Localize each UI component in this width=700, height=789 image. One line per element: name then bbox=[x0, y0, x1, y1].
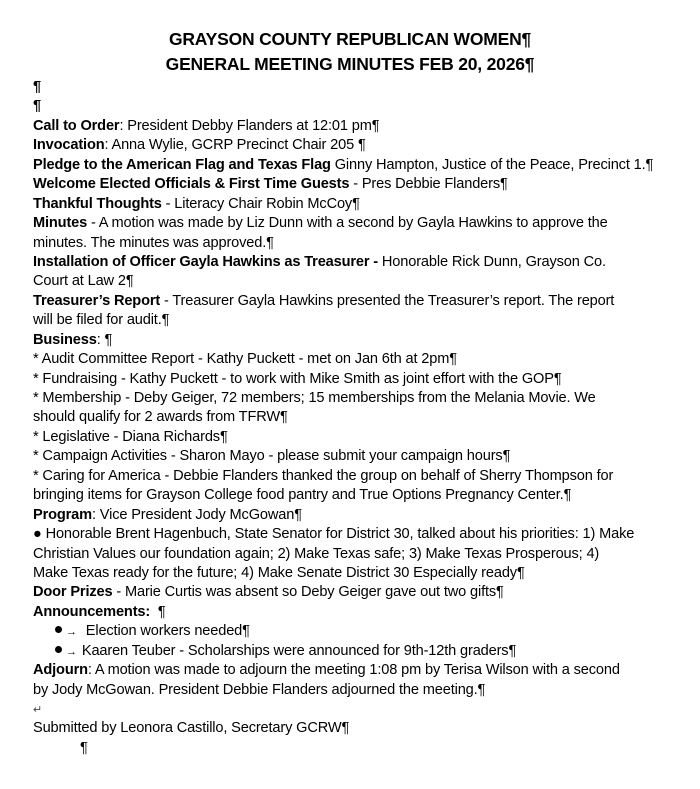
document-body bbox=[33, 78, 683, 758]
announcements-heading bbox=[33, 603, 683, 622]
section-label: Welcome Elected Officials & First Time Guests bbox=[33, 176, 350, 193]
adjourn-paragraph: Adjourn: A motion was made to adjourn the meeting 1:08 pm by Terisa Wilson with a second by Jody McGowan. President Debbie Flanders adjourned the meeting.¶ bbox=[33, 662, 620, 698]
bullet-icon bbox=[55, 626, 62, 633]
section-label: Adjourn bbox=[33, 662, 88, 679]
tab-arrow-mark: → bbox=[66, 626, 77, 639]
pilcrow-mark: ¶ bbox=[508, 642, 517, 659]
section-label: Invocation bbox=[33, 137, 105, 154]
announcement-item: → Kaaren Teuber - Scholarships were announced for 9th-12th graders¶ bbox=[33, 642, 683, 661]
pilcrow-mark: ¶ bbox=[242, 623, 250, 640]
program-heading: Program: Vice President Jody McGowan¶ bbox=[33, 506, 302, 523]
document-title-line2: GENERAL MEETING MINUTES FEB 20, 2026¶ bbox=[165, 54, 535, 74]
business-item-caring: * Caring for America - Debbie Flanders thanked the group on behalf of Sherry Thompson for bringing items for Grayson College food pantry and True Options Pregnancy Center.¶ bbox=[33, 467, 614, 504]
pilcrow-mark: ¶ bbox=[524, 54, 535, 74]
invocation-paragraph: Invocation: Anna Wylie, GCRP Precinct Chair 205 ¶ bbox=[33, 137, 366, 154]
pilcrow-mark: ¶ bbox=[294, 506, 302, 523]
pilcrow-mark: ¶ bbox=[266, 234, 274, 251]
business-item-audit: * Audit Committee Report - Kathy Puckett - met on Jan 6th at 2pm¶ bbox=[33, 351, 457, 368]
section-label: Minutes bbox=[33, 215, 88, 232]
program-speaker-paragraph: ● Honorable Brent Hagenbuch, State Senator for District 30, talked about his priorities: 1) Make Christian Values our foundation again; 2) Make Texas safe; 3) Make Texas Prosperous; 4) Make Texas ready for the future; 4) Make Senate District 30 Especially ready¶ bbox=[33, 526, 635, 581]
door-prizes-paragraph: Door Prizes - Marie Curtis was absent so Deby Geiger gave out two gifts¶ bbox=[33, 584, 504, 601]
pilcrow-mark: ¶ bbox=[33, 79, 41, 95]
call-to-order-paragraph: Call to Order: President Debby Flanders at 12:01 pm¶ bbox=[33, 117, 380, 134]
pilcrow-mark: ¶ bbox=[371, 117, 380, 134]
pilcrow-mark: ¶ bbox=[219, 428, 228, 445]
business-heading: Business: ¶ bbox=[33, 331, 113, 348]
pilcrow-mark: ¶ bbox=[563, 487, 572, 504]
pilcrow-mark: ¶ bbox=[496, 584, 504, 601]
section-label: Thankful Thoughts bbox=[33, 195, 162, 212]
installation-paragraph: Installation of Officer Gayla Hawkins as Treasurer - Honorable Rick Dunn, Grayson Co. Court at Law 2¶ bbox=[33, 253, 606, 290]
pilcrow-mark: ¶ bbox=[80, 739, 88, 756]
section-label: Announcements: bbox=[33, 603, 151, 620]
business-item-fundraising: * Fundraising - Kathy Puckett - to work with Mike Smith as joint effort with the GOP¶ bbox=[33, 370, 562, 387]
pilcrow-mark: ¶ bbox=[125, 273, 134, 290]
business-item-membership: * Membership - Deby Geiger, 72 members; 15 memberships from the Melania Movie. We should qualify for 2 awards from TFRW¶ bbox=[33, 390, 596, 426]
section-label: Door Prizes bbox=[33, 584, 113, 601]
section-label: Business bbox=[33, 331, 97, 348]
empty-paragraph bbox=[33, 739, 683, 758]
section-label: Treasurer’s Report bbox=[33, 292, 161, 309]
pilcrow-mark: ¶ bbox=[502, 448, 511, 465]
announcement-item: → Election workers needed¶ bbox=[33, 622, 683, 641]
pledge-paragraph: Pledge to the American Flag and Texas Flag Ginny Hampton, Justice of the Peace, Precinct 1.¶ bbox=[33, 156, 654, 173]
pilcrow-mark: ¶ bbox=[449, 351, 457, 368]
pilcrow-mark: ¶ bbox=[645, 156, 654, 173]
section-label: Installation of Officer Gayla Hawkins as Treasurer - bbox=[33, 253, 379, 270]
section-label: Call to Order bbox=[33, 117, 120, 134]
pilcrow-mark: ¶ bbox=[521, 29, 532, 49]
business-item-campaign: * Campaign Activities - Sharon Mayo - please submit your campaign hours¶ bbox=[33, 448, 511, 465]
pilcrow-mark: ¶ bbox=[500, 176, 508, 193]
pilcrow-mark: ¶ bbox=[357, 137, 366, 154]
pilcrow-mark: ¶ bbox=[516, 564, 525, 581]
minutes-paragraph: Minutes - A motion was made by Liz Dunn with a second by Gayla Hawkins to approve the minutes. The minutes was approved.¶ bbox=[33, 215, 608, 251]
pilcrow-mark: ¶ bbox=[33, 98, 41, 115]
pilcrow-mark: ¶ bbox=[553, 370, 562, 387]
business-item-legislative: * Legislative - Diana Richards¶ bbox=[33, 428, 228, 445]
pilcrow-mark: ¶ bbox=[157, 603, 166, 620]
pilcrow-mark: ¶ bbox=[477, 681, 486, 698]
pilcrow-mark: ¶ bbox=[341, 720, 350, 737]
line-break-icon: ↵ bbox=[33, 704, 43, 716]
line-break-paragraph bbox=[33, 700, 683, 719]
tab-arrow-mark: → bbox=[66, 645, 77, 658]
section-label: Program bbox=[33, 506, 92, 523]
treasurer-report-paragraph: Treasurer’s Report - Treasurer Gayla Hawkins presented the Treasurer’s report. The report will be filed for audit.¶ bbox=[33, 292, 615, 329]
pilcrow-mark: ¶ bbox=[161, 312, 170, 329]
pilcrow-mark: ¶ bbox=[352, 195, 360, 212]
welcome-paragraph: Welcome Elected Officials & First Time Guests - Pres Debbie Flanders¶ bbox=[33, 176, 508, 193]
bullet-icon bbox=[55, 646, 62, 653]
pilcrow-mark: ¶ bbox=[104, 331, 113, 348]
empty-paragraph bbox=[33, 78, 683, 97]
pilcrow-mark: ¶ bbox=[279, 409, 288, 426]
submitted-by-paragraph: Submitted by Leonora Castillo, Secretary GCRW¶ bbox=[33, 720, 350, 737]
section-label: Pledge to the American Flag and Texas Flag bbox=[33, 156, 331, 173]
document-title-line1: GRAYSON COUNTY REPUBLICAN WOMEN¶ bbox=[168, 29, 532, 49]
thankful-thoughts-paragraph: Thankful Thoughts - Literacy Chair Robin McCoy¶ bbox=[33, 195, 360, 212]
empty-paragraph bbox=[33, 97, 683, 116]
